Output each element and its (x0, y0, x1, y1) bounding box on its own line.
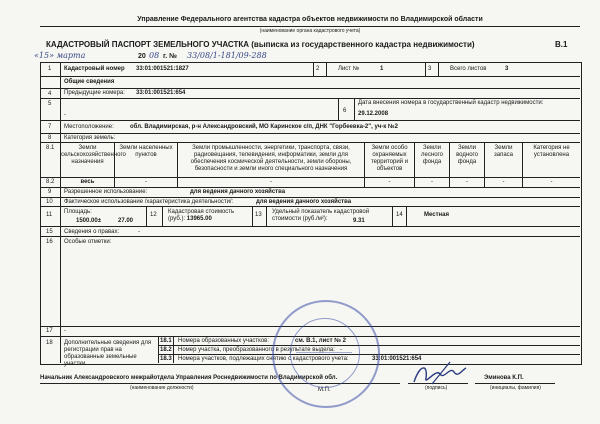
row-5-number: 5 (48, 101, 52, 107)
stamp-place-label: М.П. (318, 387, 331, 393)
category-protected-value: - (388, 179, 391, 185)
actual-use-label: Фактическое использование /характеристика деятельности/: (64, 199, 234, 205)
row-8-1-number: 8.1 (46, 145, 55, 151)
date-day-month: «15» марта (34, 51, 86, 60)
official-stamp-inner (290, 318, 360, 388)
row-17-number: 17 (46, 328, 53, 334)
year-prefix: 20 (138, 53, 146, 60)
row-18-3-number: 18.3 (160, 356, 172, 362)
signer-title: Начальник Александровского межрайотдела Управления Роснедвижимости по Владимирской обл. (40, 375, 338, 381)
agency-name: Управление Федерального агентства кадастра объектов недвижимости по Владимирской области (137, 16, 483, 23)
entry-date-label: Дата внесения номера в государственный кадастр недвижимости: (358, 100, 544, 106)
name-caption: (инициалы, фамилия) (490, 385, 541, 391)
agency-caption: (наименование органа кадастрового учета) (259, 28, 361, 34)
transformed-plot-label: Номер участка, преобразованного в результате выдела: (178, 347, 335, 353)
row-18-2-number: 18.2 (160, 347, 172, 353)
total-sheets-label: Всего листов (450, 66, 487, 72)
row-2-number: 2 (316, 66, 320, 72)
category-agricultural-header: Земли сельскохозяйственного назначения (61, 145, 126, 165)
row-14-number: 14 (396, 212, 403, 218)
row-12-number: 12 (150, 212, 157, 218)
specific-cost-value: 9.31 (353, 218, 365, 224)
cadastral-cost-label: Кадастровая стоимость (руб.): 13965.00 (168, 209, 235, 222)
sheet-label: Лист № (338, 66, 360, 72)
row-8-2-number: 8.2 (46, 179, 55, 185)
previous-numbers-label: Предыдущие номера: (64, 90, 125, 96)
deregistered-plots-value: 33:01:001521:654 (372, 356, 422, 362)
row-10-number: 10 (46, 199, 53, 205)
formed-plots-value: см. В.1, лист № 2 (295, 338, 346, 344)
previous-numbers-value: 33:01:001521:654 (136, 90, 186, 96)
category-unset-header: Категория не установлена (533, 145, 570, 158)
special-notes-label: Особые отметки: (64, 239, 112, 245)
deregistered-plots-label: Номера участков, подлежащих снятию с кадастрового учета: (178, 356, 349, 362)
form-code: В.1 (555, 40, 568, 49)
signature-image (410, 360, 470, 388)
area-type-value: Местная (424, 212, 449, 218)
category-forest-value: - (431, 179, 433, 185)
position-caption: (наименование должности) (130, 385, 194, 391)
cadastral-number-label: Кадастровый номер (64, 66, 125, 72)
area-label: Площадь: (64, 209, 92, 215)
category-forest-header: Земли лесного фонда (421, 145, 443, 165)
rights-label: Сведения о правах: (64, 229, 120, 235)
signature-caption: (подпись) (425, 385, 448, 391)
row-11-number: 11 (46, 212, 53, 218)
row-5-dash: - (64, 112, 66, 118)
category-industry-header: Земли промышленности, энергетики, транспорта, связи, радиовещания, телевидения, информатики, земли для обеспечения космической деятельности, земли обороны, безопасности и земли иного специального назначения (190, 145, 352, 172)
area-tolerance: 27.00 (118, 218, 134, 224)
signer-name: Эминова К.П. (484, 375, 524, 381)
entry-date-value: 29.12.2008 (358, 111, 389, 117)
official-stamp-bar (296, 352, 352, 353)
row-7-number: 7 (48, 124, 52, 130)
transformed-plot-value: - (340, 347, 342, 353)
formed-plots-label: Номера образованных участков: (178, 338, 270, 344)
row-17-value: - (64, 328, 66, 334)
location-label: Местоположение: (64, 124, 114, 130)
permitted-use-value: для ведения дачного хозяйства (190, 189, 286, 195)
row-6-number: 6 (343, 108, 347, 114)
total-sheets-value: 3 (505, 66, 509, 72)
category-settlements-header: Земли населенных пунктов (119, 145, 173, 158)
general-info-heading: Общие сведения (64, 79, 115, 85)
category-agricultural-value: весь (80, 179, 95, 185)
specific-cost-label: Удельный показатель кадастровой стоимости (руб./м²): (272, 209, 370, 222)
row-18-1-number: 18.1 (160, 338, 172, 344)
sheet-value: 1 (380, 66, 384, 72)
row-18-number: 18 (46, 340, 53, 346)
location-value: обл. Владимирская, р-н Александровский, МО Каринское с/п, ДНК "Горбеевка-2", уч-к №2 (130, 124, 398, 130)
row-3-number: 3 (428, 66, 432, 72)
category-unset-value: - (550, 179, 553, 185)
row-4-number: 4 (48, 91, 52, 97)
document-number: 33/08/1-181/09-288 (187, 51, 267, 60)
row-16-number: 16 (46, 239, 53, 245)
year: 08 (149, 51, 160, 60)
number-sign: г. № (163, 53, 177, 60)
category-reserve-header: Земли запаса (493, 145, 513, 158)
document-title: КАДАСТРОВЫЙ ПАСПОРТ ЗЕМЕЛЬНОГО УЧАСТКА (выписка из государственного кадастра недвижимости) (46, 40, 475, 49)
row-1-number: 1 (48, 66, 52, 72)
category-water-value: - (466, 179, 468, 185)
actual-use-value: для ведения дачного хозяйства (256, 199, 352, 205)
category-reserve-value: - (502, 179, 505, 185)
additional-info-label: Дополнительные сведения для регистрации прав на образованные земельные участки (64, 340, 152, 367)
category-settlements-value: - (145, 179, 147, 185)
category-water-header: Земли водного фонда (456, 145, 478, 165)
row-9-number: 9 (48, 189, 52, 195)
row-8-number: 8 (48, 135, 52, 141)
category-protected-header: Земли особо охраняемых территорий и объектов (370, 145, 409, 172)
rights-value: - (138, 229, 140, 235)
row-15-number: 15 (46, 229, 53, 235)
row-13-number: 13 (255, 212, 262, 218)
category-industry-value: - (270, 179, 272, 185)
area-value: 1500.00± (76, 218, 101, 224)
cadastral-number-value: 33:01:001521:1827 (136, 66, 189, 72)
permitted-use-label: Разрешенное использование: (64, 189, 148, 195)
land-category-label: Категория земель: (64, 135, 116, 141)
